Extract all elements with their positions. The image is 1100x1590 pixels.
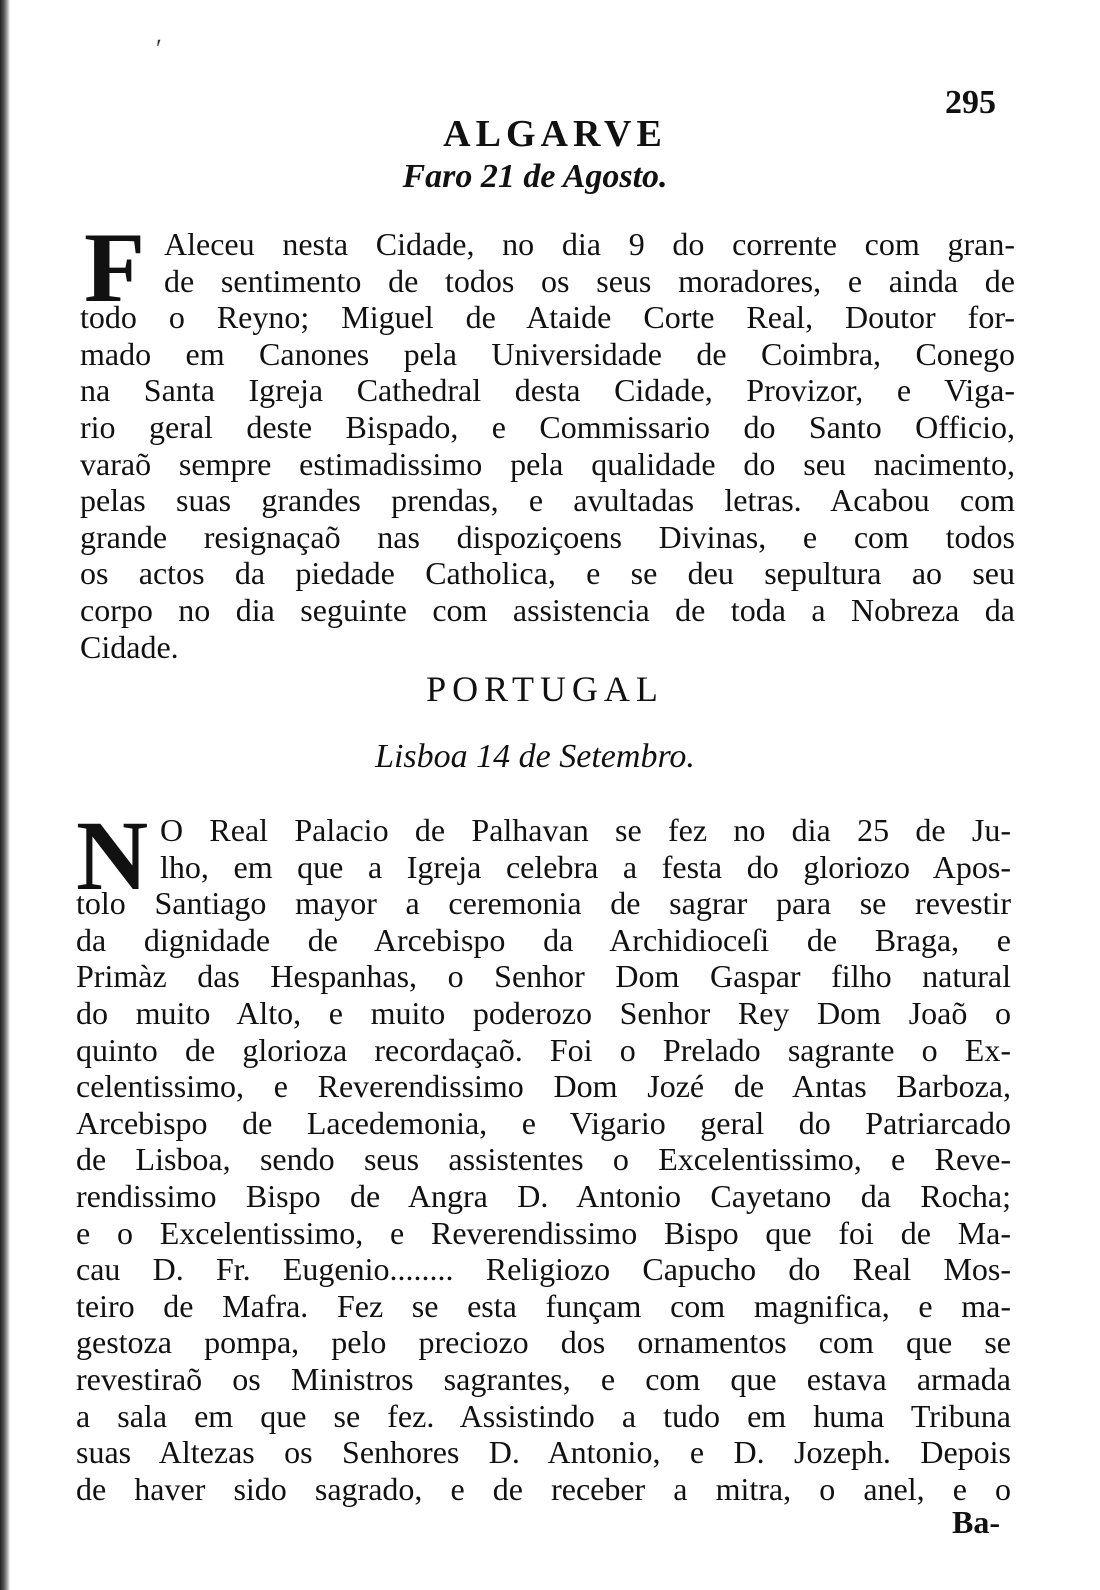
dateline-faro: Faro 21 de Agosto.: [402, 158, 668, 195]
article-portugal: [76, 812, 1011, 1507]
text-line: de sentimento de todos os seus moradores, e ainda de: [164, 262, 1015, 299]
text-line: os actos da piedade Catholica, e se deu sepultura ao seu: [80, 555, 1015, 592]
text-line: a sala em que se fez. Assistindo a tudo em huma Tribuna: [76, 1397, 1011, 1434]
section-heading-algarve: ALGARVE: [443, 113, 667, 155]
drop-cap-f: F: [84, 212, 146, 323]
text-line: grande resignaçaõ nas dispoziçoens Divinas, e com todos: [80, 518, 1015, 555]
text-line: quinto de glorioza recordaçaõ. Foi o Prelado sagrante o Ex-: [76, 1031, 1011, 1068]
page-number: 295: [945, 84, 996, 121]
page-binding-edge: [0, 0, 10, 1590]
text-line: Arcebispo de Lacedemonia, e Vigario geral do Patriarcado: [76, 1104, 1011, 1141]
article-algarve: [80, 226, 1015, 665]
text-line: da dignidade de Arcebispo da Archidioceſi de Braga, e: [76, 921, 1011, 958]
text-line: varaõ sempre estimadissimo pela qualidade do seu nacimento,: [80, 445, 1015, 482]
text-line: mado em Canones pela Universidade de Coimbra, Conego: [80, 335, 1015, 372]
text-line: Aleceu nesta Cidade, no dia 9 do corrente com gran-: [164, 226, 1015, 262]
text-line: corpo no dia seguinte com assistencia de toda a Nobreza da: [80, 591, 1015, 628]
ink-speck: ʹ: [156, 34, 162, 63]
text-line: celentissimo, e Reverendissimo Dom Jozé de Antas Barboza,: [76, 1068, 1011, 1105]
text-line: teiro de Mafra. Fez se esta funçam com magnifica, e ma-: [76, 1287, 1011, 1324]
section-heading-portugal: PORTUGAL: [426, 669, 664, 709]
text-line: rendissimo Bispo de Angra D. Antonio Cayetano da Rocha;: [76, 1177, 1011, 1214]
text-line: Cidade.: [80, 628, 179, 665]
text-line: O Real Palacio de Palhavan se fez no dia 25 de Ju-: [160, 812, 1011, 848]
text-line: cau D. Fr. Eugenio........ Religiozo Capucho do Real Mos-: [76, 1251, 1011, 1288]
text-line: de Lisboa, sendo seus assistentes o Excelentissimo, e Reve-: [76, 1141, 1011, 1178]
text-line: Primàz das Hespanhas, o Senhor Dom Gaspar filho natural: [76, 958, 1011, 995]
drop-cap-n: N: [76, 800, 149, 911]
text-line: revestiraõ os Ministros sagrantes, e com que estava armada: [76, 1360, 1011, 1397]
text-line: do muito Alto, e muito poderozo Senhor Rey Dom Joaõ o: [76, 994, 1011, 1031]
text-line: gestoza pompa, pelo preciozo dos ornamentos com que se: [76, 1324, 1011, 1361]
dateline-lisboa: Lisboa 14 de Setembro.: [375, 738, 695, 775]
catchword: Ba-: [952, 1504, 1000, 1540]
text-line: rio geral deste Bispado, e Commissario do Santo Officio,: [80, 408, 1015, 445]
text-line: pelas suas grandes prendas, e avultadas letras. Acabou com: [80, 482, 1015, 519]
text-line: suas Altezas os Senhores D. Antonio, e D. Jozeph. Depois: [76, 1434, 1011, 1471]
text-line: na Santa Igreja Cathedral desta Cidade, Provizor, e Viga-: [80, 372, 1015, 409]
text-line: e o Excelentissimo, e Reverendissimo Bispo que foi de Ma-: [76, 1214, 1011, 1251]
text-line: todo o Reyno; Miguel de Ataide Corte Real, Doutor for-: [80, 299, 1015, 336]
text-line: de haver sido sagrado, e de receber a mitra, o anel, e o: [76, 1470, 1011, 1507]
text-line: tolo Santiago mayor a ceremonia de sagrar para se revestir: [76, 885, 1011, 922]
text-line: lho, em que a Igreja celebra a festa do gloriozo Apos-: [160, 848, 1011, 885]
